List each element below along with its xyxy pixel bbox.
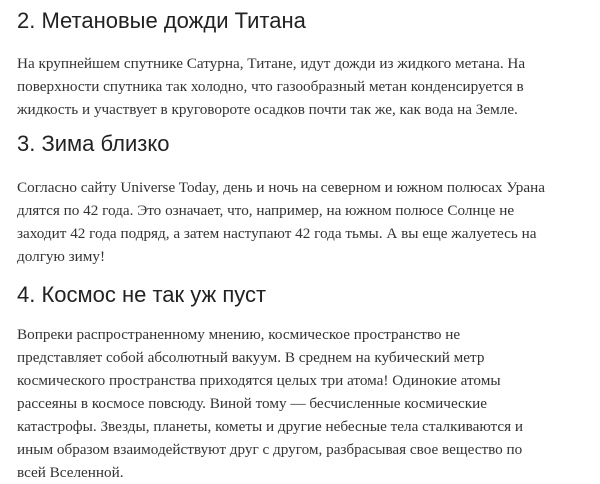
paragraph-line: поверхности спутника так холодно, что газообразный метан конденсируется в: [17, 78, 524, 95]
paragraph-line: Согласно сайту Universe Today, день и ночь на северном и южном полюсах Урана: [17, 179, 545, 196]
paragraph-line: жидкость и участвует в круговороте осадков почти так же, как вода на Земле.: [17, 101, 518, 118]
paragraph-line: рассеяны в космосе повсюду. Виной тому — бесчисленные космические: [17, 395, 488, 412]
paragraph-space-not-empty: [17, 323, 583, 484]
section-heading-space-not-empty: 4. Космос не так уж пуст: [17, 282, 267, 307]
paragraph-line: долгую зиму!: [17, 248, 106, 265]
paragraph-line: Вопреки распространенному мнению, космическое пространство не: [17, 326, 461, 343]
paragraph-line: космического пространства приходятся целых три атома! Одинокие атомы: [17, 372, 501, 389]
section-heading-titan-rain: 2. Метановые дожди Титана: [17, 8, 306, 33]
paragraph-line: длятся по 42 года. Это означает, что, например, на южном полюсе Солнце не: [17, 202, 515, 219]
paragraph-line: иным образом взаимодействуют друг с другом, разбрасывая свое вещество по: [17, 441, 523, 458]
paragraph-line: катастрофы. Звезды, планеты, кометы и другие небесные тела сталкиваются и: [17, 418, 523, 435]
paragraph-line: заходит 42 года подряд, а затем наступают 42 года тьмы. А вы еще жалуетесь на: [17, 225, 537, 242]
paragraph-titan-rain: [17, 52, 583, 121]
section-heading-winter: 3. Зима близко: [17, 131, 170, 156]
paragraph-line: всей Вселенной.: [17, 464, 124, 481]
paragraph-line: На крупнейшем спутнике Сатурна, Титане, идут дожди из жидкого метана. На: [17, 55, 526, 72]
paragraph-winter: [17, 176, 583, 268]
paragraph-line: представляет собой абсолютный вакуум. В среднем на кубический метр: [17, 349, 485, 366]
